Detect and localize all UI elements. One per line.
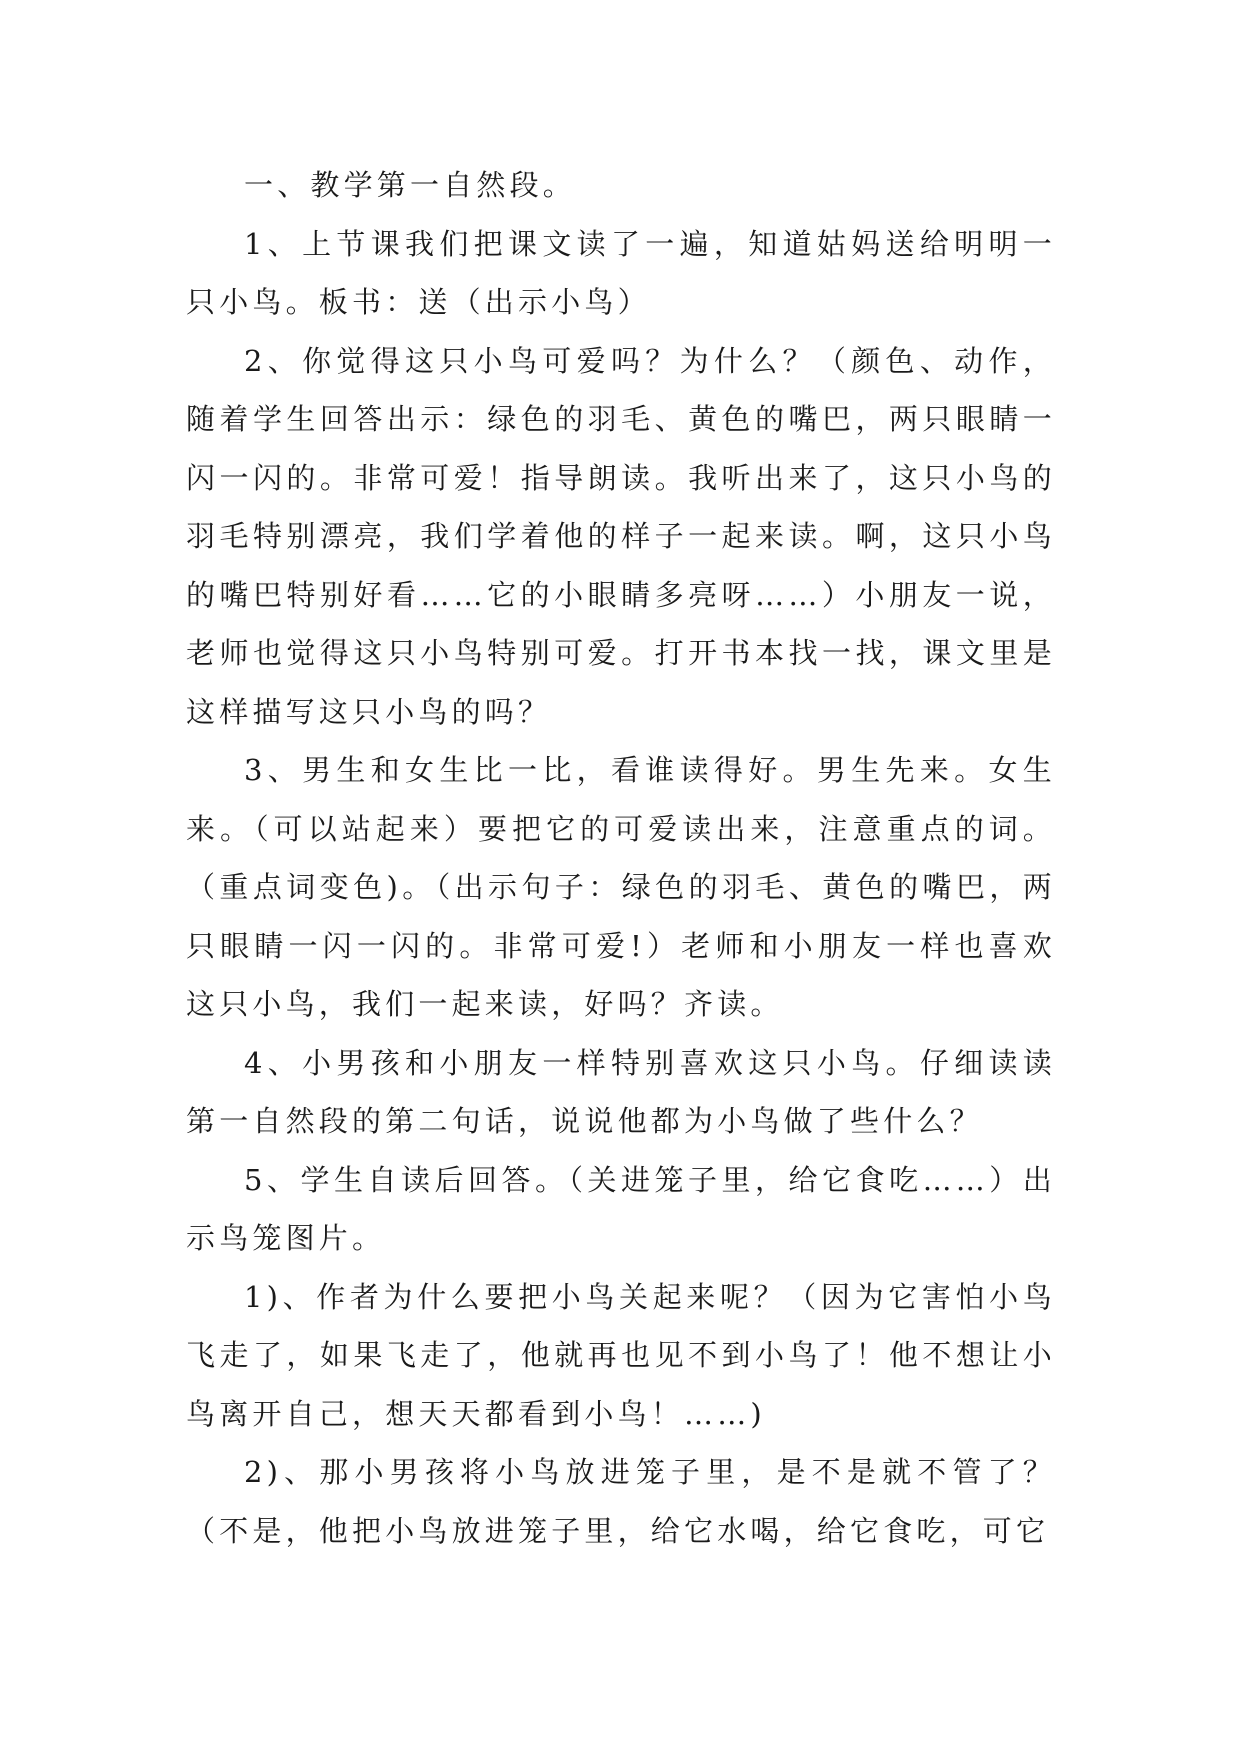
paragraph-step-2: 2、你觉得这只小鸟可爱吗？为什么？（颜色、动作，随着学生回答出示：绿色的羽毛、黄色的嘴巴，两只眼睛一闪一闪的。非常可爱！指导朗读。我听出来了，这只小鸟的羽毛特别漂亮，我们学着他的样子一起来读。啊，这只小鸟的嘴巴特别好看……它的小眼睛多亮呀……）小朋友一说，老师也觉得这只小鸟特别可爱。打开书本找一找，课文里是这样描写这只小鸟的吗？ [186,343,1056,729]
section-heading: 一、教学第一自然段。 [244,168,577,202]
paragraph-step-1: 1、上节课我们把课文读了一遍，知道姑妈送给明明一只小鸟。板书：送（出示小鸟） [186,226,1056,319]
paragraph-step-5: 5、学生自读后回答。（关进笼子里，给它食吃……）出示鸟笼图片。 [186,1162,1056,1255]
paragraph-substep-2: 2)、那小男孩将小鸟放进笼子里，是不是就不管了？（不是，他把小鸟放进笼子里，给它水喝，给它食吃，可它 [186,1455,1056,1548]
paragraph-step-3: 3、男生和女生比一比，看谁读得好。男生先来。女生来。（可以站起来）要把它的可爱读出来，注意重点的词。（重点词变色)。（出示句子：绿色的羽毛、黄色的嘴巴，两只眼睛一闪一闪的。非常可爱!）老师和小朋友一样也喜欢这只小鸟，我们一起来读，好吗？齐读。 [186,753,1056,1021]
document-body [186,156,1056,1560]
paragraph-substep-1: 1)、作者为什么要把小鸟关起来呢？（因为它害怕小鸟飞走了，如果飞走了，他就再也见不到小鸟了！他不想让小鸟离开自己，想天天都看到小鸟！……) [186,1279,1056,1431]
paragraph-step-4: 4、小男孩和小朋友一样特别喜欢这只小鸟。仔细读读第一自然段的第二句话，说说他都为小鸟做了些什么？ [186,1045,1056,1138]
